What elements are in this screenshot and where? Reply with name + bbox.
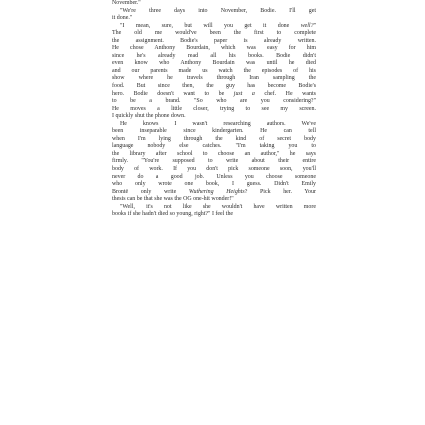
text-line: books if she hadn't died so young, right?" I feel the	[112, 211, 234, 218]
text-line: language nobody else catches. "I'm taking you to	[112, 143, 316, 150]
text-line: thesis can be that she was the OG one-hit wonder!"	[112, 196, 234, 203]
text-line: November."	[112, 0, 141, 6]
text-line: "Well, it's not like she wouldn't have written more	[120, 203, 316, 210]
text-line: I quickly shut the phone down.	[112, 113, 186, 120]
paragraph-narration	[112, 23, 316, 121]
text-line: the assignment. Bodie's paper is already written.	[112, 37, 316, 44]
emphasis: Wuthering Heights	[188, 188, 245, 195]
text-line: firmly. "You're supposed to write about their entire	[112, 158, 316, 165]
paragraph-fragment	[112, 0, 316, 8]
text-line: body of work. If you don't pick someone soon, you'll	[112, 166, 316, 173]
text-line: never do a good job. Unless you choose someone	[112, 173, 316, 180]
text-line: it done."	[112, 15, 133, 22]
paragraph-dialogue	[112, 204, 316, 219]
emphasis: well?	[300, 22, 314, 29]
paragraph-dialogue	[112, 8, 316, 23]
book-page	[112, 0, 316, 425]
text-line: food. But since then, the guy has become Bodie's	[112, 83, 316, 90]
text-line: He knows I wasn't researching authors. We've	[120, 120, 316, 127]
text-line: He chose Anthony Bourdain, which was easy for him	[112, 45, 316, 52]
text-line: Brontë only write Wuthering Heights? Pick her. Your	[112, 188, 316, 195]
text-line: "We're three days into November, Bodie. I'll get	[120, 7, 316, 14]
emphasis: just a	[233, 90, 255, 97]
text-line: when I'm lying through the kind of secret body	[112, 135, 316, 142]
text-line: hero. Bodie doesn't want to be just a chef. He wants	[112, 90, 316, 97]
text-line: been inseparable since kindergarten. He can tell	[112, 128, 316, 135]
text-line: show where he travels through Iran sampling the	[112, 75, 316, 82]
text-line: and our parents made us watch the episodes of his	[112, 67, 316, 74]
text-line: He moves a little closer, trying to see my screen.	[112, 105, 316, 112]
text-line: even know who Anthony Bourdain was until he died	[112, 60, 316, 67]
text-line: since he's already read all his books. Bodie didn't	[112, 52, 316, 59]
text-line: "I mean, sure, but will you get it done well?"	[120, 22, 316, 29]
text-line: to be a brand. "So who are you considering?"	[112, 98, 316, 105]
paragraph-narration	[112, 121, 316, 204]
text-line: the library after school to choose an author," he says	[112, 150, 316, 157]
text-line: who only wrote one book, I guess. Didn't Emily	[112, 181, 316, 188]
text-line: The old me would've been the first to complete	[112, 30, 316, 37]
